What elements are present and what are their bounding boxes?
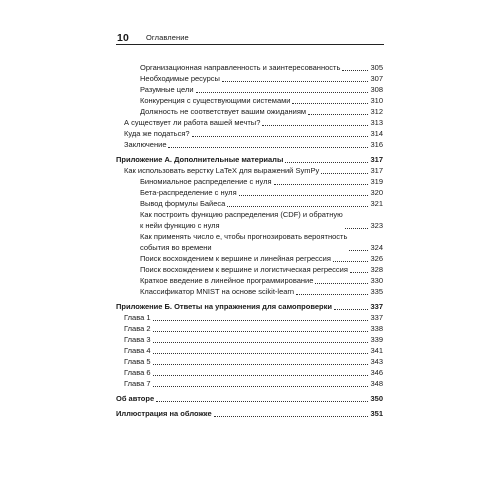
toc-entry-page: 307: [370, 74, 383, 83]
toc-entry-title: Глава 4: [124, 346, 151, 355]
toc-entry-title: Как использовать верстку LaTeX для выражений SymPy: [124, 166, 320, 175]
dot-leader: [153, 380, 369, 387]
toc-entry: [116, 323, 384, 334]
dot-leader: [285, 156, 368, 163]
toc-entry: [116, 286, 384, 297]
toc-entry-page: 341: [370, 346, 383, 355]
dot-leader: [262, 119, 368, 126]
toc-entry-page: 326: [370, 254, 383, 263]
dot-leader: [315, 277, 368, 284]
toc-entry: [116, 117, 384, 128]
toc-entry-title: Об авторе: [116, 394, 155, 403]
toc-entry-title: Разумные цели: [140, 85, 194, 94]
toc-entry-page: 314: [370, 129, 383, 138]
dot-leader: [214, 410, 369, 417]
toc-entry-page: 346: [370, 368, 383, 377]
toc-entry-title: Как применять число е, чтобы прогнозировать вероятность: [140, 232, 348, 241]
toc-entry-title: Вывод формулы Байеса: [140, 199, 226, 208]
dot-leader: [334, 303, 369, 310]
toc-entry-title: Краткое введение в линейное программирование: [140, 276, 314, 285]
toc-entry-title: Необходимые ресурсы: [140, 74, 220, 83]
toc-entry: [116, 264, 384, 275]
toc-entry-title: А существует ли работа вашей мечты?: [124, 118, 261, 127]
toc-entry-page: 338: [370, 324, 383, 333]
toc-entry: [116, 393, 384, 404]
toc-entry: [116, 95, 384, 106]
toc-entry-page: 313: [370, 118, 383, 127]
toc-entry: [116, 408, 384, 419]
toc-entry-title-continued: события во времени: [140, 243, 212, 252]
toc-entry: [116, 84, 384, 95]
dot-leader: [349, 244, 368, 251]
page-number: 10: [117, 32, 130, 44]
dot-leader: [321, 167, 368, 174]
toc-entry: [116, 301, 384, 312]
toc-entry: [116, 334, 384, 345]
toc-entry-page: 324: [370, 243, 383, 252]
toc-entry-page: 308: [370, 85, 383, 94]
toc-entry-title: Конкуренция с существующими системами: [140, 96, 291, 105]
dot-leader: [292, 97, 368, 104]
dot-leader: [308, 108, 368, 115]
toc-entry-title: Бета-распределение с нуля: [140, 188, 237, 197]
toc-entry-title: Куда же податься?: [124, 129, 190, 138]
toc-entry: [116, 253, 384, 264]
toc-entry-page: 328: [370, 265, 383, 274]
toc-entry-title: Поиск восхождением к вершине и логистическая регрессия: [140, 265, 348, 274]
toc-entry-page: 330: [370, 276, 383, 285]
toc-entry: [116, 128, 384, 139]
toc-entry-page: 320: [370, 188, 383, 197]
toc-entry-title-continued: к нейи функцию с нуля: [140, 221, 220, 230]
toc-entry: [116, 209, 384, 231]
dot-leader: [345, 222, 369, 229]
toc-entry-title: Глава 1: [124, 313, 151, 322]
dot-leader: [227, 200, 368, 207]
dot-leader: [156, 395, 368, 402]
toc-entry: [116, 139, 384, 150]
dot-leader: [196, 86, 369, 93]
toc-entry-page: 317: [370, 155, 383, 164]
toc-entry: [116, 198, 384, 209]
toc-entry-page: 317: [370, 166, 383, 175]
dot-leader: [350, 266, 369, 273]
dot-leader: [333, 255, 369, 262]
toc-entry: [116, 62, 384, 73]
toc-entry-page: 348: [370, 379, 383, 388]
toc-entry-page: 350: [370, 394, 383, 403]
toc-entry-page: 351: [370, 409, 383, 418]
toc-entry-page: 305: [370, 63, 383, 72]
dot-leader: [153, 314, 369, 321]
toc-entry-page: 337: [370, 302, 383, 311]
toc-entry-title: Приложение Б. Ответы на упражнения для самопроверки: [116, 302, 332, 311]
toc-entry-page: 316: [370, 140, 383, 149]
toc-entry-title: Поиск восхождением к вершине и линейная регрессия: [140, 254, 331, 263]
dot-leader: [239, 189, 369, 196]
dot-leader: [274, 178, 369, 185]
toc-entry-page: 339: [370, 335, 383, 344]
toc-entry: [116, 345, 384, 356]
toc-entry-page: 335: [370, 287, 383, 296]
dot-leader: [153, 358, 369, 365]
dot-leader: [153, 347, 369, 354]
toc-entry-title: Глава 7: [124, 379, 151, 388]
dot-leader: [153, 325, 369, 332]
toc-entry-title: Глава 5: [124, 357, 151, 366]
toc-entry-title: Биномиальное распределение с нуля: [140, 177, 272, 186]
toc-entry: [116, 378, 384, 389]
dot-leader: [153, 369, 369, 376]
dot-leader: [168, 141, 368, 148]
toc-entry: [116, 187, 384, 198]
header-rule: [116, 44, 384, 45]
dot-leader: [342, 64, 368, 71]
toc-entry: [116, 73, 384, 84]
toc-entry-title: Как построить функцию распределения (CDF) и обратную: [140, 210, 343, 219]
toc-entry: [116, 154, 384, 165]
dot-leader: [222, 75, 369, 82]
toc-entry-title: Приложение А. Дополнительные материалы: [116, 155, 284, 164]
toc-entry-page: 321: [370, 199, 383, 208]
toc-entry-title: Глава 3: [124, 335, 151, 344]
dot-leader: [192, 130, 369, 137]
toc-entry-title: Организационная направленность и заинтересованность: [140, 63, 341, 72]
dot-leader: [296, 288, 368, 295]
toc-entry-page: 337: [370, 313, 383, 322]
toc-entry: [116, 165, 384, 176]
toc-entry-title: Классификатор MNIST на основе scikit-learn: [140, 287, 295, 296]
toc-entry-title: Глава 6: [124, 368, 151, 377]
toc-entry-page: 312: [370, 107, 383, 116]
toc-entry-page: 323: [370, 221, 383, 230]
toc-entry: [116, 275, 384, 286]
running-head-title: Оглавление: [146, 33, 189, 42]
dot-leader: [153, 336, 369, 343]
toc-entry: [116, 106, 384, 117]
toc-entry-title: Глава 2: [124, 324, 151, 333]
toc-entry: [116, 231, 384, 253]
toc-entry-title: Должность не соответствует вашим ожиданиям: [140, 107, 307, 116]
toc-entry: [116, 312, 384, 323]
toc-entry-title: Заключение: [124, 140, 167, 149]
toc-entry-title: Иллюстрация на обложке: [116, 409, 212, 418]
table-of-contents: [116, 62, 384, 419]
toc-entry-page: 319: [370, 177, 383, 186]
toc-entry: [116, 356, 384, 367]
toc-entry: [116, 176, 384, 187]
toc-entry: [116, 367, 384, 378]
toc-entry-page: 310: [370, 96, 383, 105]
toc-entry-page: 343: [370, 357, 383, 366]
